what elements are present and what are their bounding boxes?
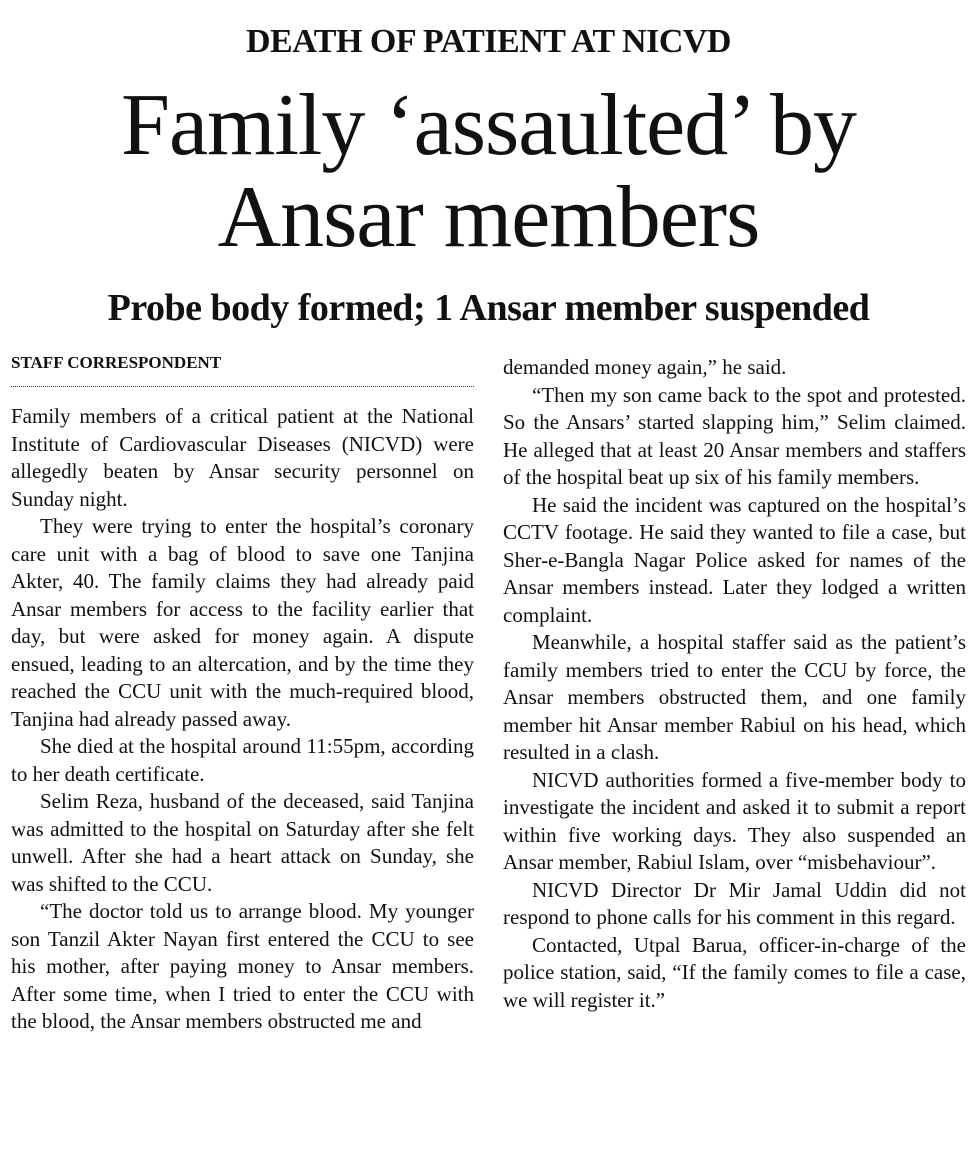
kicker: DEATH OF PATIENT AT NICVD [246,23,731,60]
paragraph: He said the incident was captured on the hospital’s CCTV footage. He said they wanted to file a case, but Sher-e-Bangla Nagar Police asked for names of the Ansar members instead. Later they lodged a written complaint. [503,492,966,627]
byline: STAFF CORRESPONDENT [11,353,222,372]
paragraph: NICVD Director Dr Mir Jamal Uddin did not respond to phone calls for his comment in this regard. [503,877,966,929]
paragraph: Selim Reza, husband of the deceased, said Tanjina was admitted to the hospital on Saturday after she felt unwell. After she had a heart attack on Sunday, she was shifted to the CCU. [11,789,474,896]
headline-line-1: Family ‘assaulted’ by [121,77,856,174]
headline [0,77,977,266]
paragraph: Family members of a critical patient at the National Institute of Cardiovascular Diseases (NICVD) were allegedly beaten by Ansar security personnel on Sunday night. [11,404,474,511]
paragraph: Contacted, Utpal Barua, officer-in-charge of the police station, said, “If the family comes to file a case, we will register it.” [503,932,966,1012]
paragraph: Meanwhile, a hospital staffer said as the patient’s family members tried to enter the CCU by force, the Ansar members obstructed them, and one family member hit Ansar member Rabiul on his head, which resulted in a clash. [503,630,966,764]
article-column-2 [503,354,966,1014]
paragraph: demanded money again,” he said. [503,355,787,379]
paragraph: “The doctor told us to arrange blood. My younger son Tanzil Akter Nayan first entered the CCU to see his mother, after paying money to Ansar members. After some time, when I tried to enter the CCU with the blood, the Ansar members obstructed me and [11,899,474,1033]
paragraph: NICVD authorities formed a five-member body to investigate the incident and asked it to submit a report within five working days. They also suspended an Ansar member, Rabiul Islam, over “misbehaviour”. [503,767,966,874]
headline-line-2: Ansar members [217,169,760,266]
article-column-1 [11,403,474,1036]
paragraph: “Then my son came back to the spot and protested. So the Ansars’ started slapping him,” Selim claimed. He alleged that at least 20 Ansar members and staffers of the hospital beat up six of his family members. [503,382,966,489]
paragraph: They were trying to enter the hospital’s coronary care unit with a bag of blood to save one Tanjina Akter, 40. The family claims they had already paid Ansar members for access to the facility earlier that day, but were asked for money again. A dispute ensued, leading to an altercation, and by the time they reached the CCU unit with the much-required blood, Tanjina had already passed away. [11,514,474,731]
subhead: Probe body formed; 1 Ansar member suspended [107,287,870,329]
paragraph: She died at the hospital around 11:55pm, according to her death certificate. [11,734,474,786]
byline-divider [11,386,474,387]
